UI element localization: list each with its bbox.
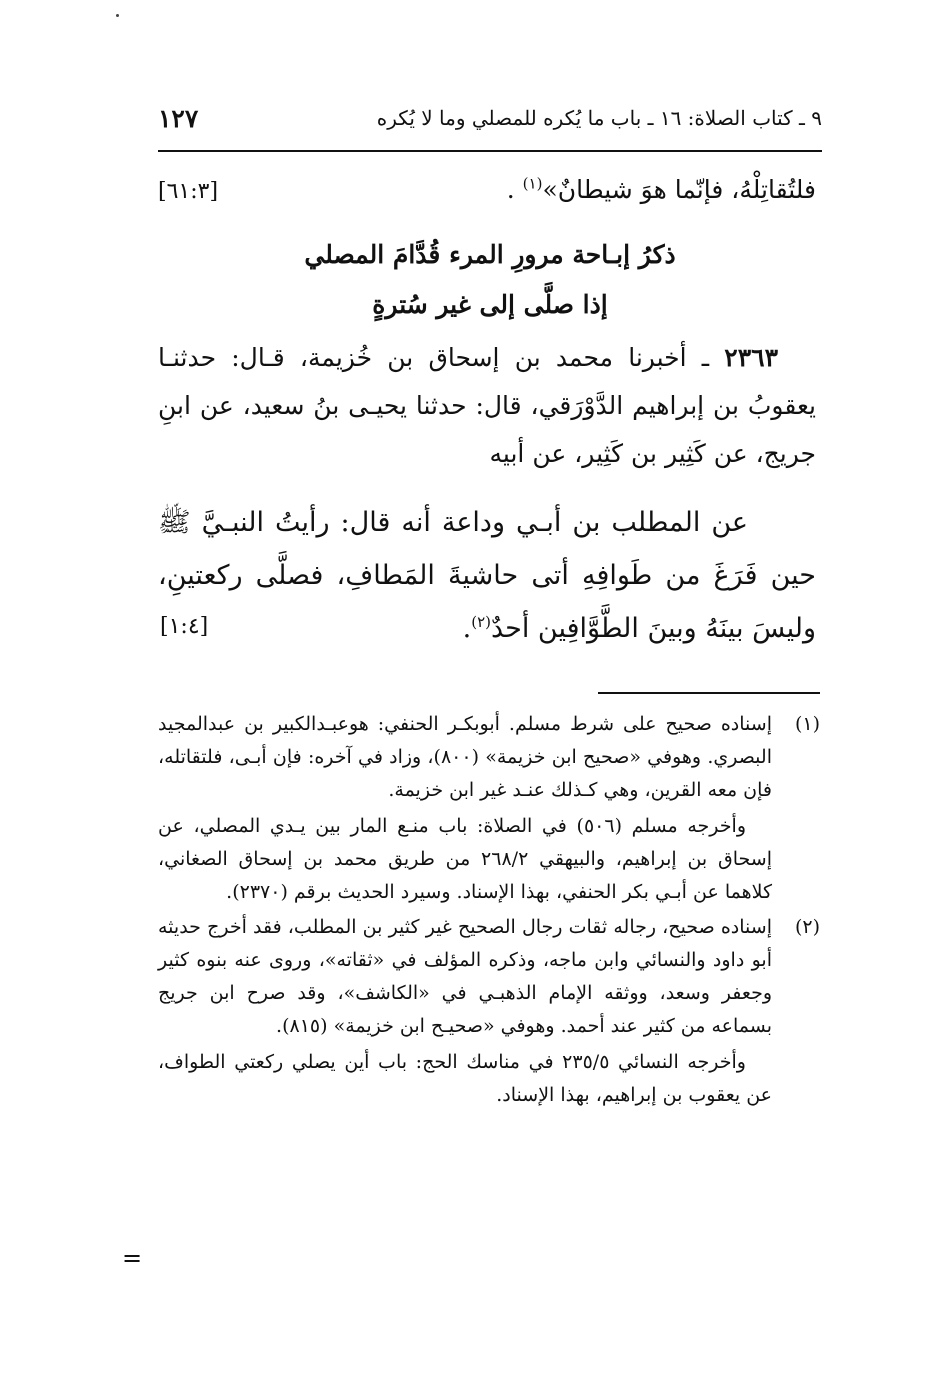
opening-reference: [٦١:٣] bbox=[158, 179, 219, 204]
page-number: ١٢٧ bbox=[158, 103, 199, 133]
footnote-1-paragraph-1: إسناده صحيح على شرط مسلم. أبوبكـر الحنفي: هوعبـدالكبير بن عبدالمجيد البصري. وهوفي «صحيح ابن خزيمة» (٨٠٠)، وزاد في آخره: فإن أبـى، فلتقاتله، فإن معه القرين، وهي كـذلك عنـد غير ابن خزيمة. bbox=[158, 713, 772, 801]
hadith-matn: عن المطلب بن أبـي وداعة أنه قال: رأيتُ النبـيَّ ﷺ حين فَرَغَ من طَوافِهِ أتى حاشيةَ المَطافِ، فصلَّى ركعتينِ، وليسَ بينَهُ وبينَ الطَّوَّافِين أحدٌ bbox=[158, 507, 816, 644]
hadith-matn-paragraph bbox=[158, 496, 816, 655]
chapter-heading-line-2: إذا صلَّى إلى غير سُترةٍ bbox=[372, 290, 608, 319]
chapter-heading bbox=[158, 230, 822, 330]
hadith-reference: [١:٤] bbox=[160, 614, 209, 639]
footnotes-section bbox=[158, 708, 820, 1112]
running-header bbox=[158, 100, 822, 136]
footnote-2-paragraph-1: إسناده صحيح، رجاله ثقات رجال الصحيح غير كثير بن المطلب، فقد أخرج حديثه أبو داود والنسائي وابن ماجه، وذكره المؤلف في «ثقاته»، وروى عنه بنوه كثير وجعفر وسعد، ووثقه الإمام الذهبـي في «الكاشف»، وقد صرح ابن جريج بسماعه من كثير عند أحمد. وهوفي «صحيـح ابن خزيمة» (٨١٥). bbox=[158, 916, 772, 1037]
footnote-ref-2: (٢) bbox=[471, 613, 491, 631]
chapter-heading-line-1: ذكرُ إبـاحة مرورِ المرء قُدَّامَ المصلي bbox=[304, 240, 676, 269]
footnote-2-number: (٢) bbox=[794, 916, 820, 938]
header-rule bbox=[158, 150, 822, 152]
hadith-isnad: أخبرنا محمد بن إسحاق بن خُزيمة، قـال: حدثنـا يعقوبُ بن إبراهيم الدَّوْرَقي، قال: حدثنا يحيـى بنُ سعيد، عن ابنِ جريج، عن كَثِير بن كَثِير، عن أبيه bbox=[158, 343, 816, 468]
footnote-1 bbox=[158, 708, 820, 909]
hadith-isnad-paragraph bbox=[158, 334, 816, 478]
footnote-2 bbox=[158, 911, 820, 1112]
footnote-1-body bbox=[158, 708, 772, 909]
hadith-dash: ـ bbox=[701, 343, 710, 372]
footnote-separator bbox=[598, 692, 820, 694]
opening-quote: فلتُقاتِلْهُ، فإنّما هوَ شيطانٌ» bbox=[542, 175, 816, 204]
hadith-number: ٢٣٦٣ bbox=[724, 343, 779, 372]
footnote-ref-1: (١) bbox=[522, 174, 543, 193]
footnote-2-paragraph-2: وأخرجه النسائي ٢٣٥/٥ في مناسك الحج: باب أين يصلي ركعتي الطواف، عن يعقوب بن إبراهيم، بهذا الإسناد. bbox=[158, 1051, 772, 1106]
opening-line bbox=[158, 166, 816, 216]
opening-text bbox=[158, 166, 816, 216]
continuation-mark: = bbox=[122, 1244, 143, 1272]
hadith-end: . bbox=[462, 613, 472, 644]
opening-sentence bbox=[507, 166, 816, 214]
footnote-2-body bbox=[158, 911, 772, 1112]
scan-speck bbox=[116, 14, 119, 17]
footnote-1-paragraph-2: وأخرجه مسلم (٥٠٦) في الصلاة: باب منـع المار بين يـدي المصلي، عن إسحاق بن إبراهيم، والبيهقي ٢٦٨/٢ من طريق محمد بن إسحاق الصغاني، كلاهما عن أبـي بكر الحنفي، بهذا الإسناد. وسيرد الحديث برقم (٢٣٧٠). bbox=[158, 815, 772, 903]
footnote-1-number: (١) bbox=[794, 713, 820, 735]
opening-end: . bbox=[506, 175, 515, 204]
running-header-title: ٩ ـ كتاب الصلاة: ١٦ ـ باب ما يُكره للمصلي وما لا يُكره bbox=[376, 106, 822, 130]
